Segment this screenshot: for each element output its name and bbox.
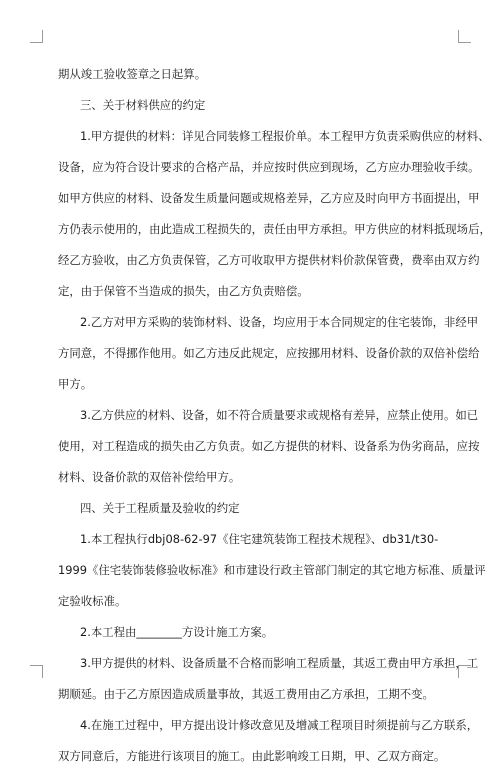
crop-mark-bottom-left xyxy=(30,665,43,678)
text-line: 使用，对工程造成的损失由乙方负责。如乙方提供的材料、设备系为伪劣商品，应按 xyxy=(58,439,480,453)
text-line: 4.在施工过程中，甲方提出设计修改意见及增减工程项目时须提前与乙方联系， xyxy=(80,718,479,732)
text-line: 材料、设备价款的双倍补偿给甲方。 xyxy=(58,470,241,484)
text-line: 1.甲方提供的材料：详见合同装修工程报价单。本工程甲方负责采购供应的材料、 xyxy=(80,129,490,143)
text-line: 甲方。 xyxy=(58,377,93,391)
text-line: 2.本工程由________方设计施工方案。 xyxy=(80,625,274,639)
crop-mark-top-right xyxy=(458,30,471,43)
text-line: 3.甲方提供的材料、设备质量不合格而影响工程质量，其返工费由甲方承担，工 xyxy=(80,656,479,670)
text-line: 设备，应为符合设计要求的合格产品，并应按时供应到现场，乙方应办理验收手续。 xyxy=(58,160,480,174)
text-line: 期从竣工验收签章之日起算。 xyxy=(58,67,207,81)
section-heading: 三、关于材料供应的约定 xyxy=(80,98,206,112)
text-line: 定验收标准。 xyxy=(58,594,127,608)
text-line: 3.乙方供应的材料、设备，如不符合质量要求或规格有差异，应禁止使用。如已 xyxy=(80,408,479,422)
text-line: 如甲方供应的材料、设备发生质量问题或规格差异，乙方应及时向甲方书面提出，甲 xyxy=(58,191,480,205)
text-line: 期顺延。由于乙方原因造成质量事故，其返工费用由乙方承担，工期不变。 xyxy=(58,687,434,701)
text-line: 定，由于保管不当造成的损失，由乙方负责赔偿。 xyxy=(58,284,309,298)
text-line: 1.本工程执行dbj08-62-97《住宅建筑装饰工程技术规程》、db31/t30- xyxy=(80,532,439,546)
text-line: 1999《住宅装饰装修验收标准》和市建设行政主管部门制定的其它地方标准、质量评 xyxy=(58,563,486,577)
text-line: 方仍表示使用的，由此造成工程损失的，责任由甲方承担。甲方供应的材料抵现场后， xyxy=(58,222,491,236)
text-line: 双方同意后，方能进行该项目的施工。由此影响竣工日期，甲、乙双方商定。 xyxy=(58,749,446,763)
crop-mark-top-left xyxy=(30,30,43,43)
section-heading: 四、关于工程质量及验收的约定 xyxy=(80,501,240,515)
text-line: 2.乙方对甲方采购的装饰材料、设备，均应用于本合同规定的住宅装饰，非经甲 xyxy=(80,315,479,329)
text-line: 经乙方验收，由乙方负责保管，乙方可收取甲方提供材料价款保管费，费率由双方约 xyxy=(58,253,480,267)
text-line: 方同意，不得挪作他用。如乙方违反此规定，应按挪用材料、设备价款的双倍补偿给 xyxy=(58,346,480,360)
document-body xyxy=(58,64,491,766)
